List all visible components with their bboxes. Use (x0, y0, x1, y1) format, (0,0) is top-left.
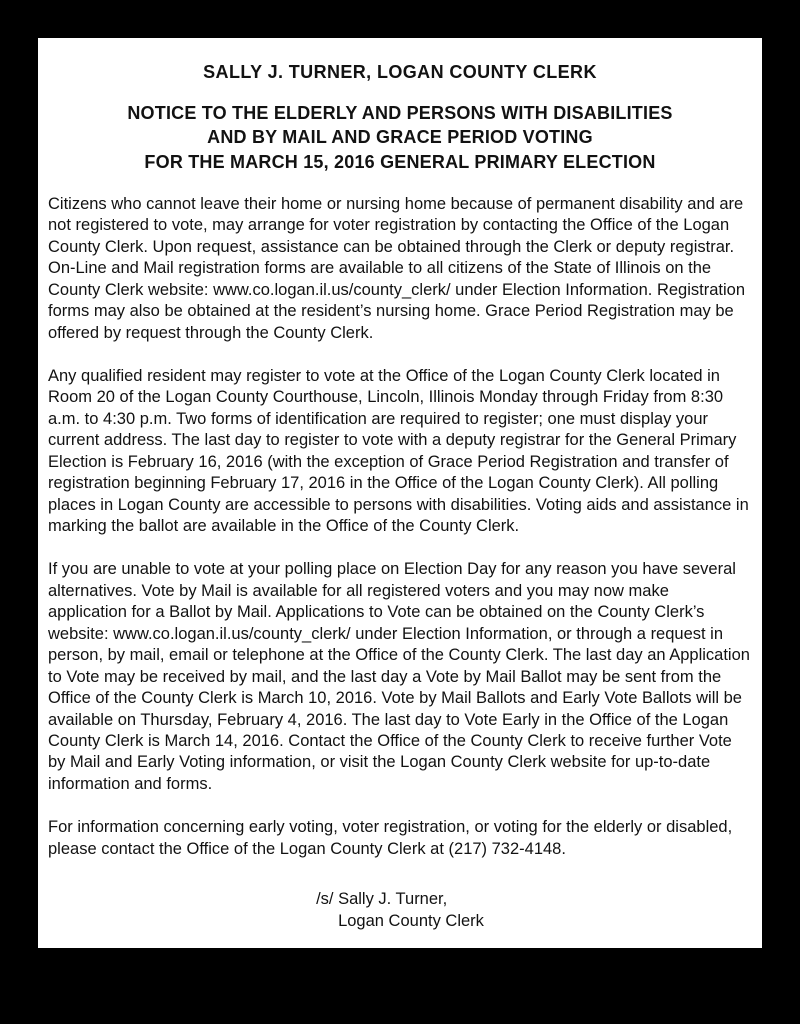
notice-heading-line-3: FOR THE MARCH 15, 2016 GENERAL PRIMARY ELECTION (144, 151, 656, 172)
notice-heading-line-1: NOTICE TO THE ELDERLY AND PERSONS WITH DISABILITIES (127, 103, 673, 123)
notice-heading-line-2: AND BY MAIL AND GRACE PERIOD VOTING (207, 127, 593, 148)
document-page (38, 38, 762, 948)
paragraph-registration-homebound: Citizens who cannot leave their home or nursing home because of permanent disability and are not registered to vote, may arrange for voter registration by contacting the Office of the Logan County Clerk. Upon request, assistance can be obtained through the Clerk or deputy registrar. On-Line and Mail registration forms are available to all citizens of the State of Illinois on the County Clerk website: www.co.logan.il.us/county_clerk/ under Election Information. Registration forms may also be obtained at the resident’s nursing home. Grace Period Registration may be offered by request through the County Clerk. (48, 194, 745, 342)
signature-inner (316, 888, 484, 933)
document-body (48, 194, 752, 860)
paragraph-registration-office: Any qualified resident may register to vote at the Office of the Logan County Clerk located in Room 20 of the Logan County Courthouse, Lincoln, Illinois Monday through Friday from 8:30 a.m. to 4:30 p.m. Two forms of identification are required to register; one must display your current address. The last day to register to vote with a deputy registrar for the General Primary Election is February 16, 2016 (with the exception of Grace Period Registration and transfer of registration beginning February 17, 2016 in the Office of the Logan County Clerk). All polling places in Logan County are accessible to persons with disabilities. Voting aids and assistance in marking the ballot are available in the Office of the County Clerk. (48, 366, 749, 536)
paragraph-vote-by-mail: If you are unable to vote at your polling place on Election Day for any reason you have several alternatives. Vote by Mail is available for all registered voters and you may now make application for a Ballot by Mail. Applications to Vote can be obtained on the County Clerk’s website: www.co.logan.il.us/county_clerk/ under Election Information, or through a request in person, by mail, email or telephone at the Office of the County Clerk. The last day an Application to Vote may be received by mail, and the last day a Vote by Mail Ballot may be sent from the Office of the County Clerk is March 10, 2016. Vote by Mail Ballots and Early Vote Ballots will be available on Thursday, February 4, 2016. The last day to Vote Early in the Office of the Logan County Clerk is March 14, 2016. Contact the Office of the County Clerk to receive further Vote by Mail and Early Voting information, or visit the Logan County Clerk website for up-to-date information and forms. (48, 560, 750, 793)
signature-name: /s/ Sally J. Turner, (316, 890, 448, 909)
document-title: SALLY J. TURNER, LOGAN COUNTY CLERK (203, 62, 597, 82)
paragraph-contact-info: For information concerning early voting, voter registration, or voting for the elderly or disabled, please contact the Office of the Logan County Clerk at (217) 732-4148. (48, 818, 733, 858)
notice-heading (48, 101, 752, 174)
signature-block (48, 888, 752, 933)
signature-role: Logan County Clerk (338, 912, 484, 931)
